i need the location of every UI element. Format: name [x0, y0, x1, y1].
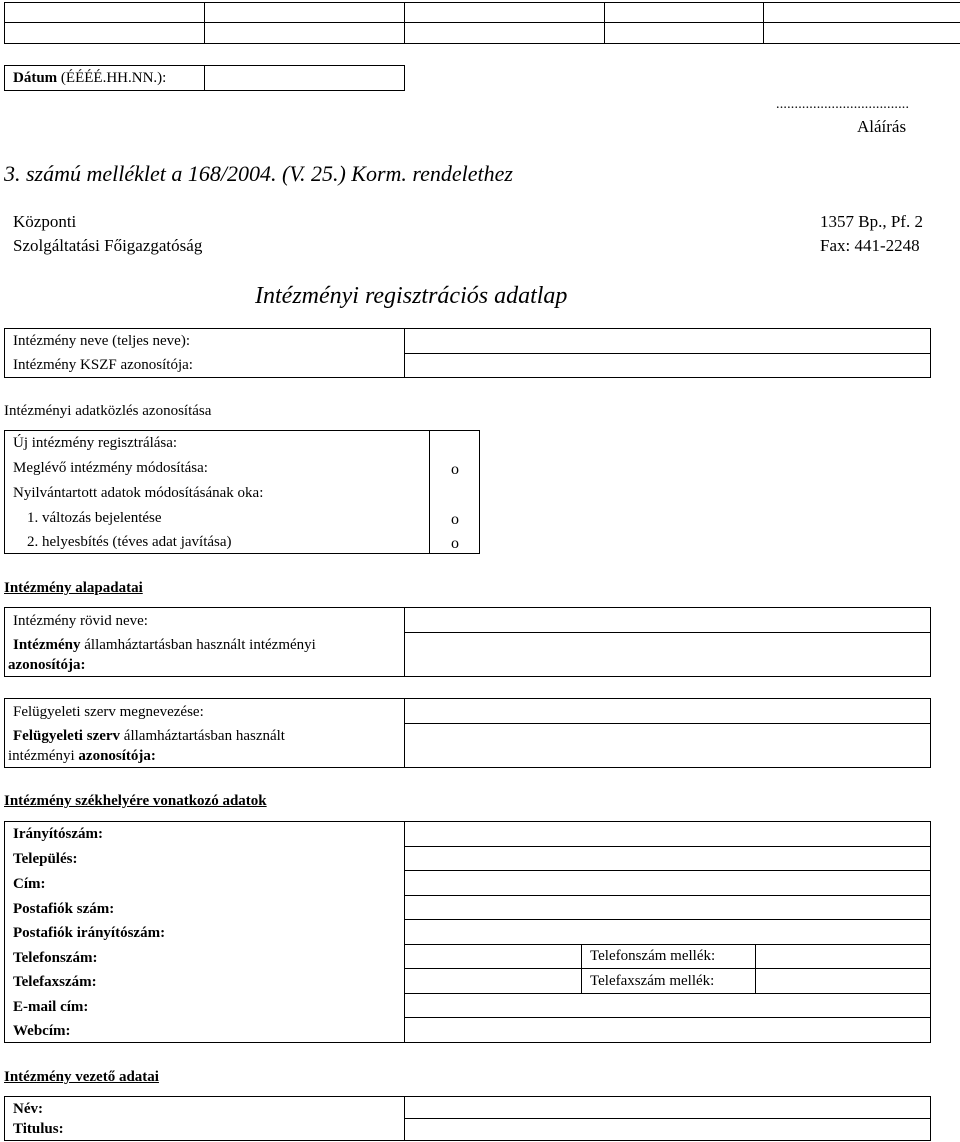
- city-field[interactable]: [404, 846, 931, 871]
- org-address: 1357 Bp., Pf. 2: [820, 212, 923, 231]
- annex-title: 3. számú melléklet a 168/2004. (V. 25.) Korm. rendelethez: [4, 161, 513, 186]
- correction-option-radio[interactable]: o: [451, 535, 459, 552]
- date-label-bold: Dátum: [13, 70, 58, 86]
- supervisor-name-label: Felügyeleti szerv megnevezése:: [13, 704, 204, 720]
- supervisor-id-label-text: államháztartásban használt: [120, 728, 285, 744]
- zip-label: Irányítószám:: [13, 826, 103, 842]
- email-field[interactable]: [404, 993, 931, 1018]
- fax-field[interactable]: [404, 968, 582, 994]
- supervisor-id-label-text-2: intézményi: [8, 748, 79, 764]
- modify-reason-label: Nyilvántartott adatok módosításának oka:: [13, 485, 264, 501]
- phone-ext-label: Telefonszám mellék:: [590, 948, 716, 964]
- change-option-radio[interactable]: o: [451, 511, 459, 528]
- ah-id-label-line-2: azonosítója:: [8, 657, 86, 673]
- fax-ext-label: Telefaxszám mellék:: [590, 973, 715, 989]
- form-title: Intézményi regisztrációs adatlap: [255, 283, 568, 309]
- ah-id-label-bold: Intézmény: [13, 637, 81, 653]
- inst-name-field[interactable]: [404, 328, 931, 354]
- inst-name-label: Intézmény neve (teljes neve):: [13, 333, 190, 349]
- top-cell-7[interactable]: [204, 22, 405, 44]
- modify-institution-label: Meglévő intézmény módosítása:: [13, 460, 208, 476]
- seat-data-heading: Intézmény székhelyére vonatkozó adatok: [4, 793, 267, 809]
- phone-field[interactable]: [404, 944, 582, 969]
- web-label: Webcím:: [13, 1023, 71, 1039]
- inst-kszf-label: Intézmény KSZF azonosítója:: [13, 357, 193, 373]
- fax-label: Telefaxszám:: [13, 974, 97, 990]
- supervisor-name-field[interactable]: [404, 698, 931, 724]
- correction-label: 2. helyesbítés (téves adat javítása): [27, 534, 232, 550]
- change-report-label: 1. változás bejelentése: [27, 510, 162, 526]
- ah-id-field[interactable]: [404, 632, 931, 677]
- supervisor-id-label-bold-2: azonosítója:: [78, 748, 156, 764]
- pobox-field[interactable]: [404, 895, 931, 920]
- head-data-heading: Intézmény vezető adatai: [4, 1069, 159, 1085]
- identification-heading: Intézményi adatközlés azonosítása: [4, 403, 212, 419]
- top-cell-8[interactable]: [404, 22, 605, 44]
- phone-ext-field[interactable]: [755, 944, 931, 969]
- date-field[interactable]: [204, 65, 405, 91]
- head-name-field[interactable]: [404, 1096, 931, 1119]
- inst-kszf-field[interactable]: [404, 353, 931, 378]
- email-label: E-mail cím:: [13, 999, 89, 1015]
- date-label-format: (ÉÉÉÉ.HH.NN.):: [57, 70, 167, 86]
- top-cell-10[interactable]: [763, 22, 960, 44]
- top-cell-2[interactable]: [204, 2, 405, 23]
- fax-ext-field[interactable]: [755, 968, 931, 994]
- org-fax: Fax: 441-2248: [820, 236, 920, 255]
- supervisor-id-label-bold: Felügyeleti szerv: [13, 728, 121, 744]
- head-title-field[interactable]: [404, 1118, 931, 1141]
- org-name-line-1: Központi: [13, 212, 77, 231]
- city-label: Település:: [13, 851, 78, 867]
- zip-field[interactable]: [404, 821, 931, 847]
- top-cell-4[interactable]: [604, 2, 764, 23]
- date-label: [13, 69, 166, 88]
- supervisor-id-field[interactable]: [404, 723, 931, 768]
- head-labels-box: [4, 1096, 405, 1141]
- top-cell-3[interactable]: [404, 2, 605, 23]
- supervisor-id-label-line-2: [8, 747, 156, 766]
- phone-label: Telefonszám:: [13, 950, 98, 966]
- head-name-label: Név:: [13, 1101, 43, 1117]
- top-cell-5[interactable]: [763, 2, 960, 23]
- pobox-zip-field[interactable]: [404, 919, 931, 945]
- supervisor-id-label-line-1: [13, 727, 285, 746]
- basic-data-heading: Intézmény alapadatai: [4, 580, 143, 596]
- signature-dots: ....................................: [776, 97, 910, 112]
- short-name-field[interactable]: [404, 607, 931, 633]
- signature-label: Aláírás: [857, 117, 907, 136]
- org-name-line-2: Szolgáltatási Főigazgatóság: [13, 236, 203, 255]
- web-field[interactable]: [404, 1017, 931, 1043]
- head-title-label: Titulus:: [13, 1121, 64, 1137]
- modify-option-radio[interactable]: o: [451, 461, 459, 478]
- address-field[interactable]: [404, 870, 931, 896]
- short-name-label: Intézmény rövid neve:: [13, 613, 148, 629]
- top-cell-1[interactable]: [4, 2, 205, 23]
- address-label: Cím:: [13, 876, 46, 892]
- pobox-zip-label: Postafiók irányítószám:: [13, 925, 166, 941]
- pobox-label: Postafiók szám:: [13, 901, 115, 917]
- top-cell-9[interactable]: [604, 22, 764, 44]
- ah-id-label-line-1: [13, 636, 316, 655]
- ah-id-label-text: államháztartásban használt intézményi: [80, 637, 316, 653]
- new-institution-label: Új intézmény regisztrálása:: [13, 435, 178, 451]
- top-cell-6[interactable]: [4, 22, 205, 44]
